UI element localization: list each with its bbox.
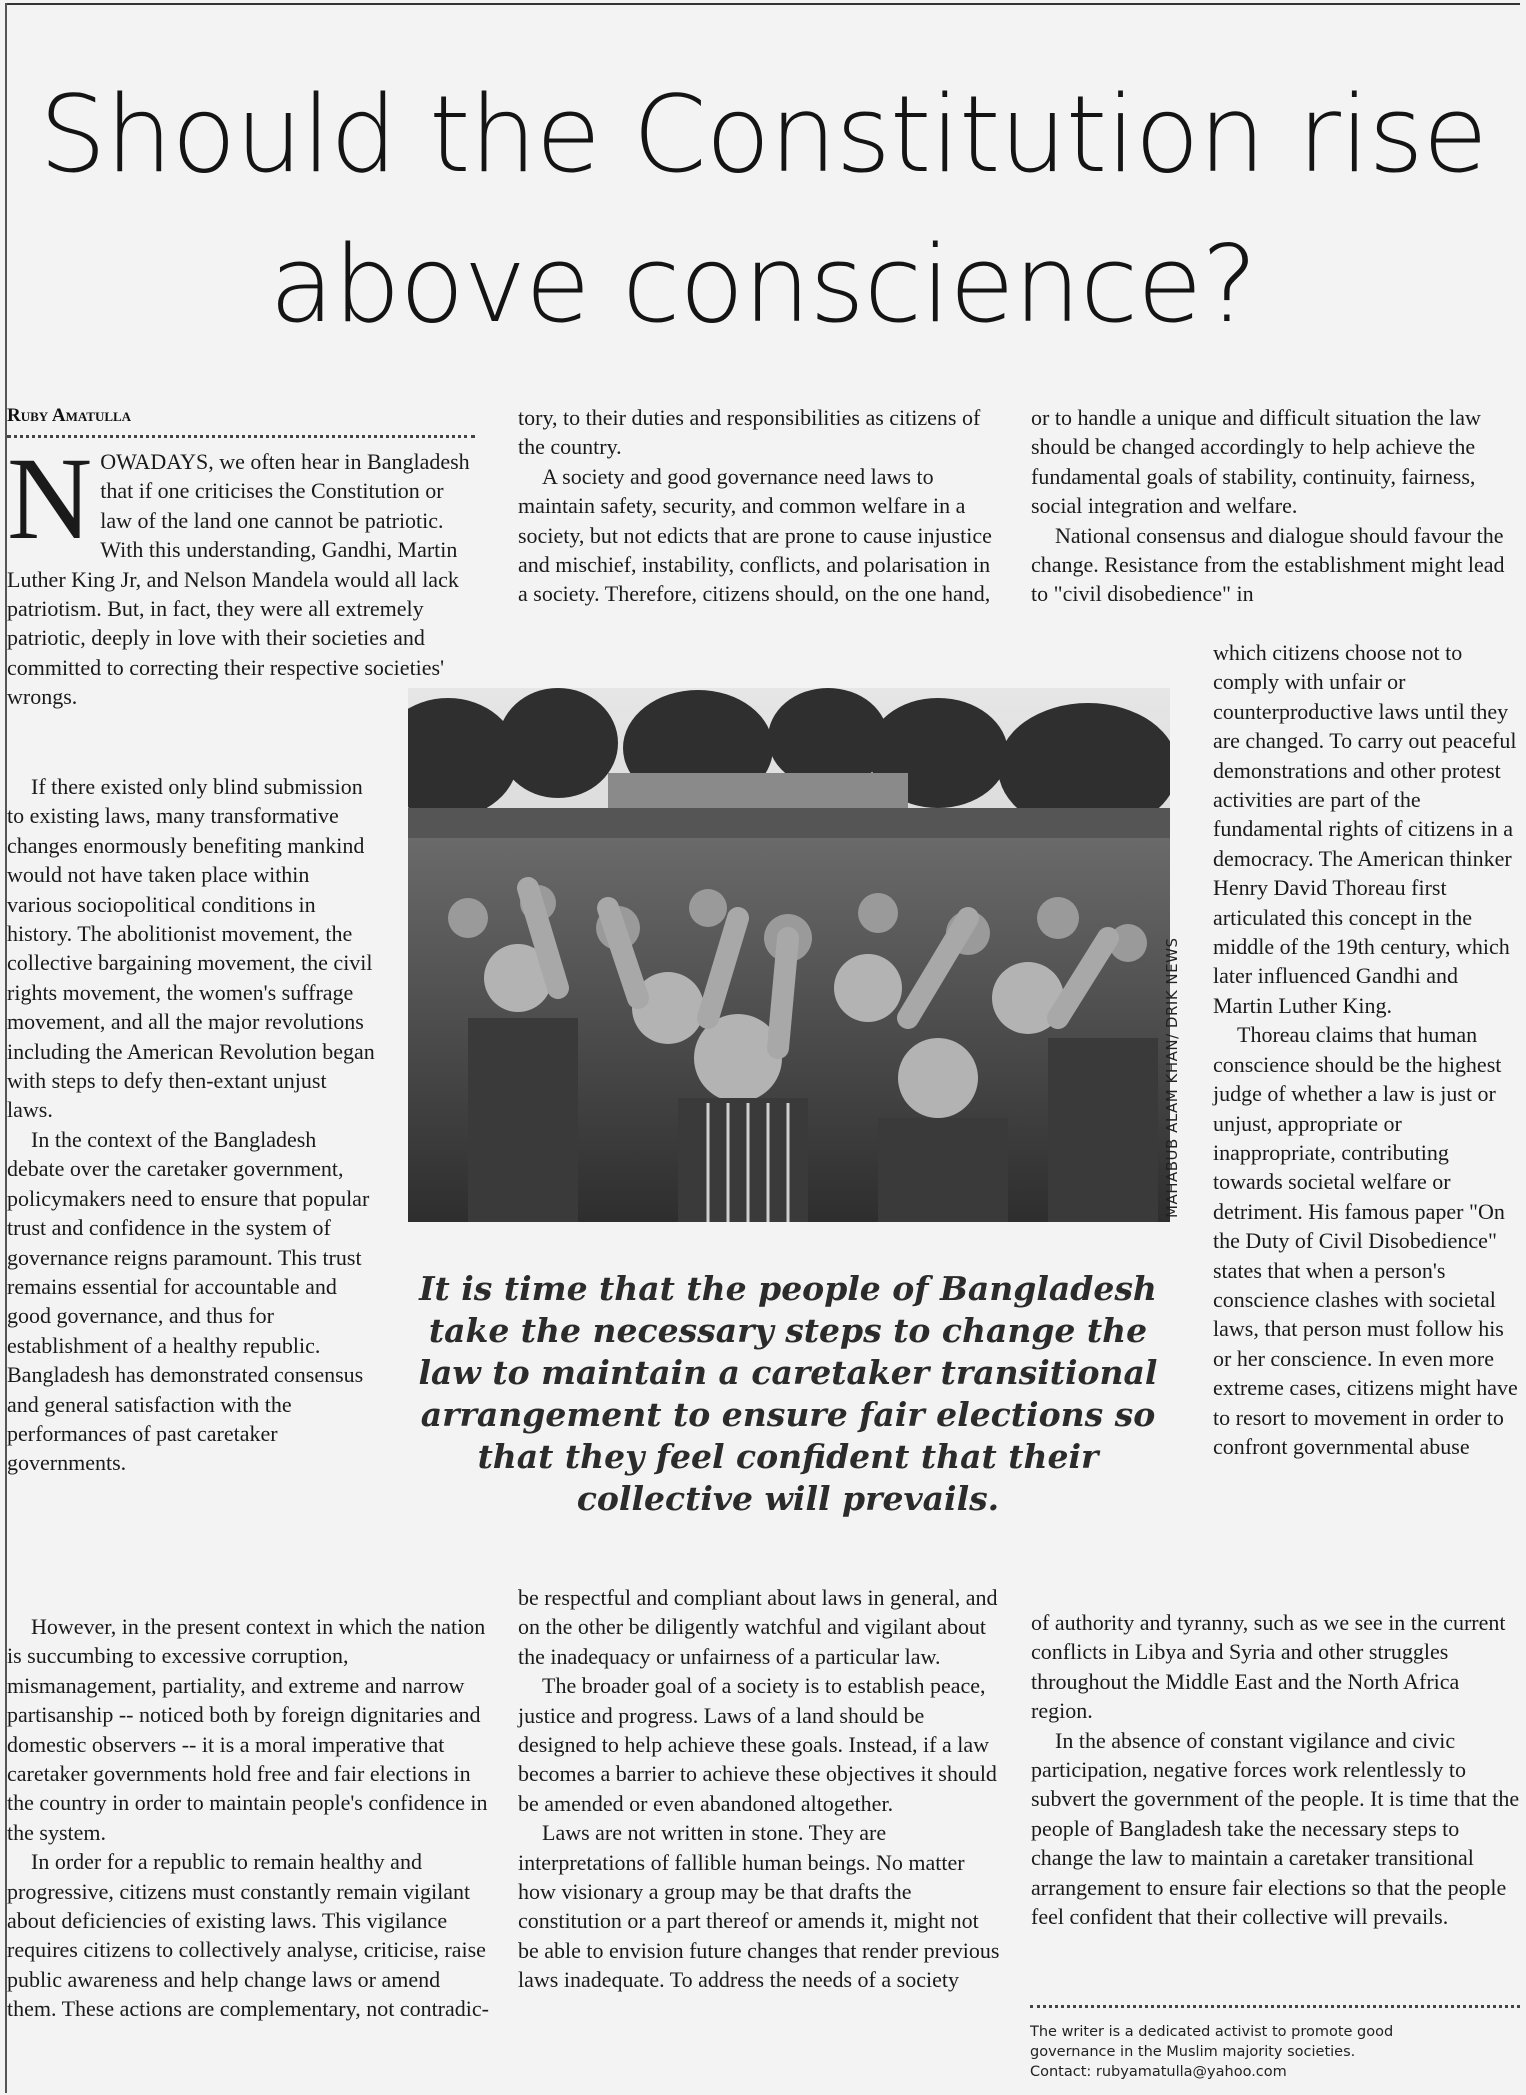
byline: Ruby Amatulla <box>7 405 132 426</box>
column-3-bottom <box>1031 1608 1521 1931</box>
paragraph: or to handle a unique and difficult situation the law should be changed accordingly to help achieve the fundamental goals of stability, continuity, fairness, social integration and welfare. <box>1031 405 1481 519</box>
column-3-narrow <box>1213 638 1521 1461</box>
column-1-top <box>7 433 477 712</box>
paragraph: Laws are not written in stone. They are interpretations of fallible human beings. No matter how visionary a group may be that drafts the constitution or a part thereof or amends it, might not be able to envision future changes that render previous laws inadequate. To address the needs of a society <box>518 1820 1000 1993</box>
drop-cap: N <box>7 433 93 564</box>
paragraph: be respectful and compliant about laws in general, and on the other be diligently watchful and vigilant about the inadequacy or unfairness of a particular law. <box>518 1585 998 1669</box>
headline <box>0 60 1526 360</box>
paragraph: National consensus and dialogue should favour the change. Resistance from the establishment might lead to "civil disobedience" in <box>1031 522 1505 607</box>
paragraph: of authority and tyranny, such as we see in the current conflicts in Libya and Syria and other struggles throughout the Middle East and the North Africa region. <box>1031 1610 1506 1724</box>
headline-line-2: above conscience? <box>269 223 1257 346</box>
paragraph: tory, to their duties and responsibilities as citizens of the country. <box>518 405 981 460</box>
top-rule <box>5 3 1520 5</box>
writer-contact: Contact: rubyamatulla@yahoo.com <box>1030 2064 1287 2080</box>
column-1-bottom <box>7 1612 495 2024</box>
writer-note <box>1030 2022 1510 2082</box>
photo-illustration <box>408 688 1170 1222</box>
protest-crowd-photo <box>408 688 1170 1222</box>
footer-divider <box>1030 2005 1520 2008</box>
column-1-narrow <box>7 772 375 1478</box>
paragraph: A society and good governance need laws to maintain safety, security, and common welfare in a society, but not edicts that are prone to cause injustice and mischief, instability, conflicts, and polarisation in a society. Therefore, citizens should, on the one hand, <box>518 463 992 607</box>
column-2-top <box>518 403 1004 609</box>
writer-line: The writer is a dedicated activist to promote good <box>1030 2024 1394 2040</box>
paragraph: The broader goal of a society is to establish peace, justice and progress. Laws of a land should be designed to help achieve these goals. Instead, if a law becomes a barrier to achieve these objectives it should be amended or even abandoned altogether. <box>518 1673 997 1816</box>
photo-credit: MAHABUB ALAM KHAN/ DRIK NEWS <box>1163 937 1181 1218</box>
paragraph: In order for a republic to remain healthy and progressive, citizens must constantly remain vigilant about deficiencies of existing laws. This vigilance requires citizens to collectively analyse, criticise, raise public awareness and help change laws or amend them. These actions are complementary, not contradic- <box>7 1849 489 2022</box>
paragraph: If there existed only blind submission to existing laws, many transformative changes enormously benefiting mankind would not have taken place within various sociopolitical conditions in history. The abolitionist movement, the collective bargaining movement, the civil rights movement, the women's suffrage movement, and all the major revolutions including the American Revolution began with steps to defy then-extant unjust laws. <box>7 774 375 1123</box>
intro-text: OWADAYS, we often hear in Bangladesh that if one criticises the Constitution or law of the land one cannot be patriotic. With this understanding, Gandhi, Martin Luther King Jr, and Nelson Mandela would all lack patriotism. But, in fact, they were all extremely patriotic, deeply in love with their societies and committed to correcting their respective societies' wrongs. <box>7 449 470 710</box>
paragraph: which citizens choose not to comply with unfair or counterproductive laws until they are changed. To carry out peaceful demonstrations and other protest activities are part of the fundamental rights of citizens in a democracy. The American thinker Henry David Thoreau first articulated this concept in the middle of the 19th century, which later influenced Gandhi and Martin Luther King. <box>1213 640 1517 1018</box>
headline-line-1: Should the Constitution rise <box>39 73 1487 196</box>
pull-quote: It is time that the people of Bangladesh take the necessary steps to change the law to maintain a caretaker transitional arrangement to ensure fair elections so that they feel confident that their collective will prevails. <box>418 1269 1158 1518</box>
paragraph: Thoreau claims that human conscience should be the highest judge of whether a law is just or unjust, appropriate or inappropriate, contributing towards societal welfare or detriment. His famous paper "On the Duty of Civil Disobedience" states that when a person's conscience clashes with societal laws, that person must follow his or her conscience. In even more extreme cases, citizens might have to resort to movement in order to confront governmental abuse <box>1213 1022 1518 1459</box>
paragraph: In the absence of constant vigilance and civic participation, negative forces work relentlessly to subvert the government of the people. It is time that the people of Bangladesh take the necessary steps to change the law to maintain a caretaker transitional arrangement to ensure fair elections so that the people feel confident that their collective will prevails. <box>1031 1727 1520 1930</box>
writer-line: governance in the Muslim majority societies. <box>1030 2044 1356 2060</box>
column-2-bottom <box>518 1583 1004 1995</box>
intro-paragraph <box>7 433 477 712</box>
paragraph: However, in the present context in which the nation is succumbing to excessive corruption, mismanagement, partiality, and extreme and narrow partisanship -- noticed both by foreign dignitaries and domestic observers -- it is a moral imperative that caretaker governments hold free and fair elections in the country in order to maintain people's confidence in the system. <box>7 1614 488 1845</box>
column-3-top <box>1031 403 1521 609</box>
paragraph: In the context of the Bangladesh debate over the caretaker government, policymakers need to ensure that popular trust and confidence in the system of governance reigns paramount. This trust remains essential for accountable and good governance, and thus for establishment of a healthy republic. Bangladesh has demonstrated consensus and general satisfaction with the performances of past caretaker governments. <box>7 1126 370 1476</box>
